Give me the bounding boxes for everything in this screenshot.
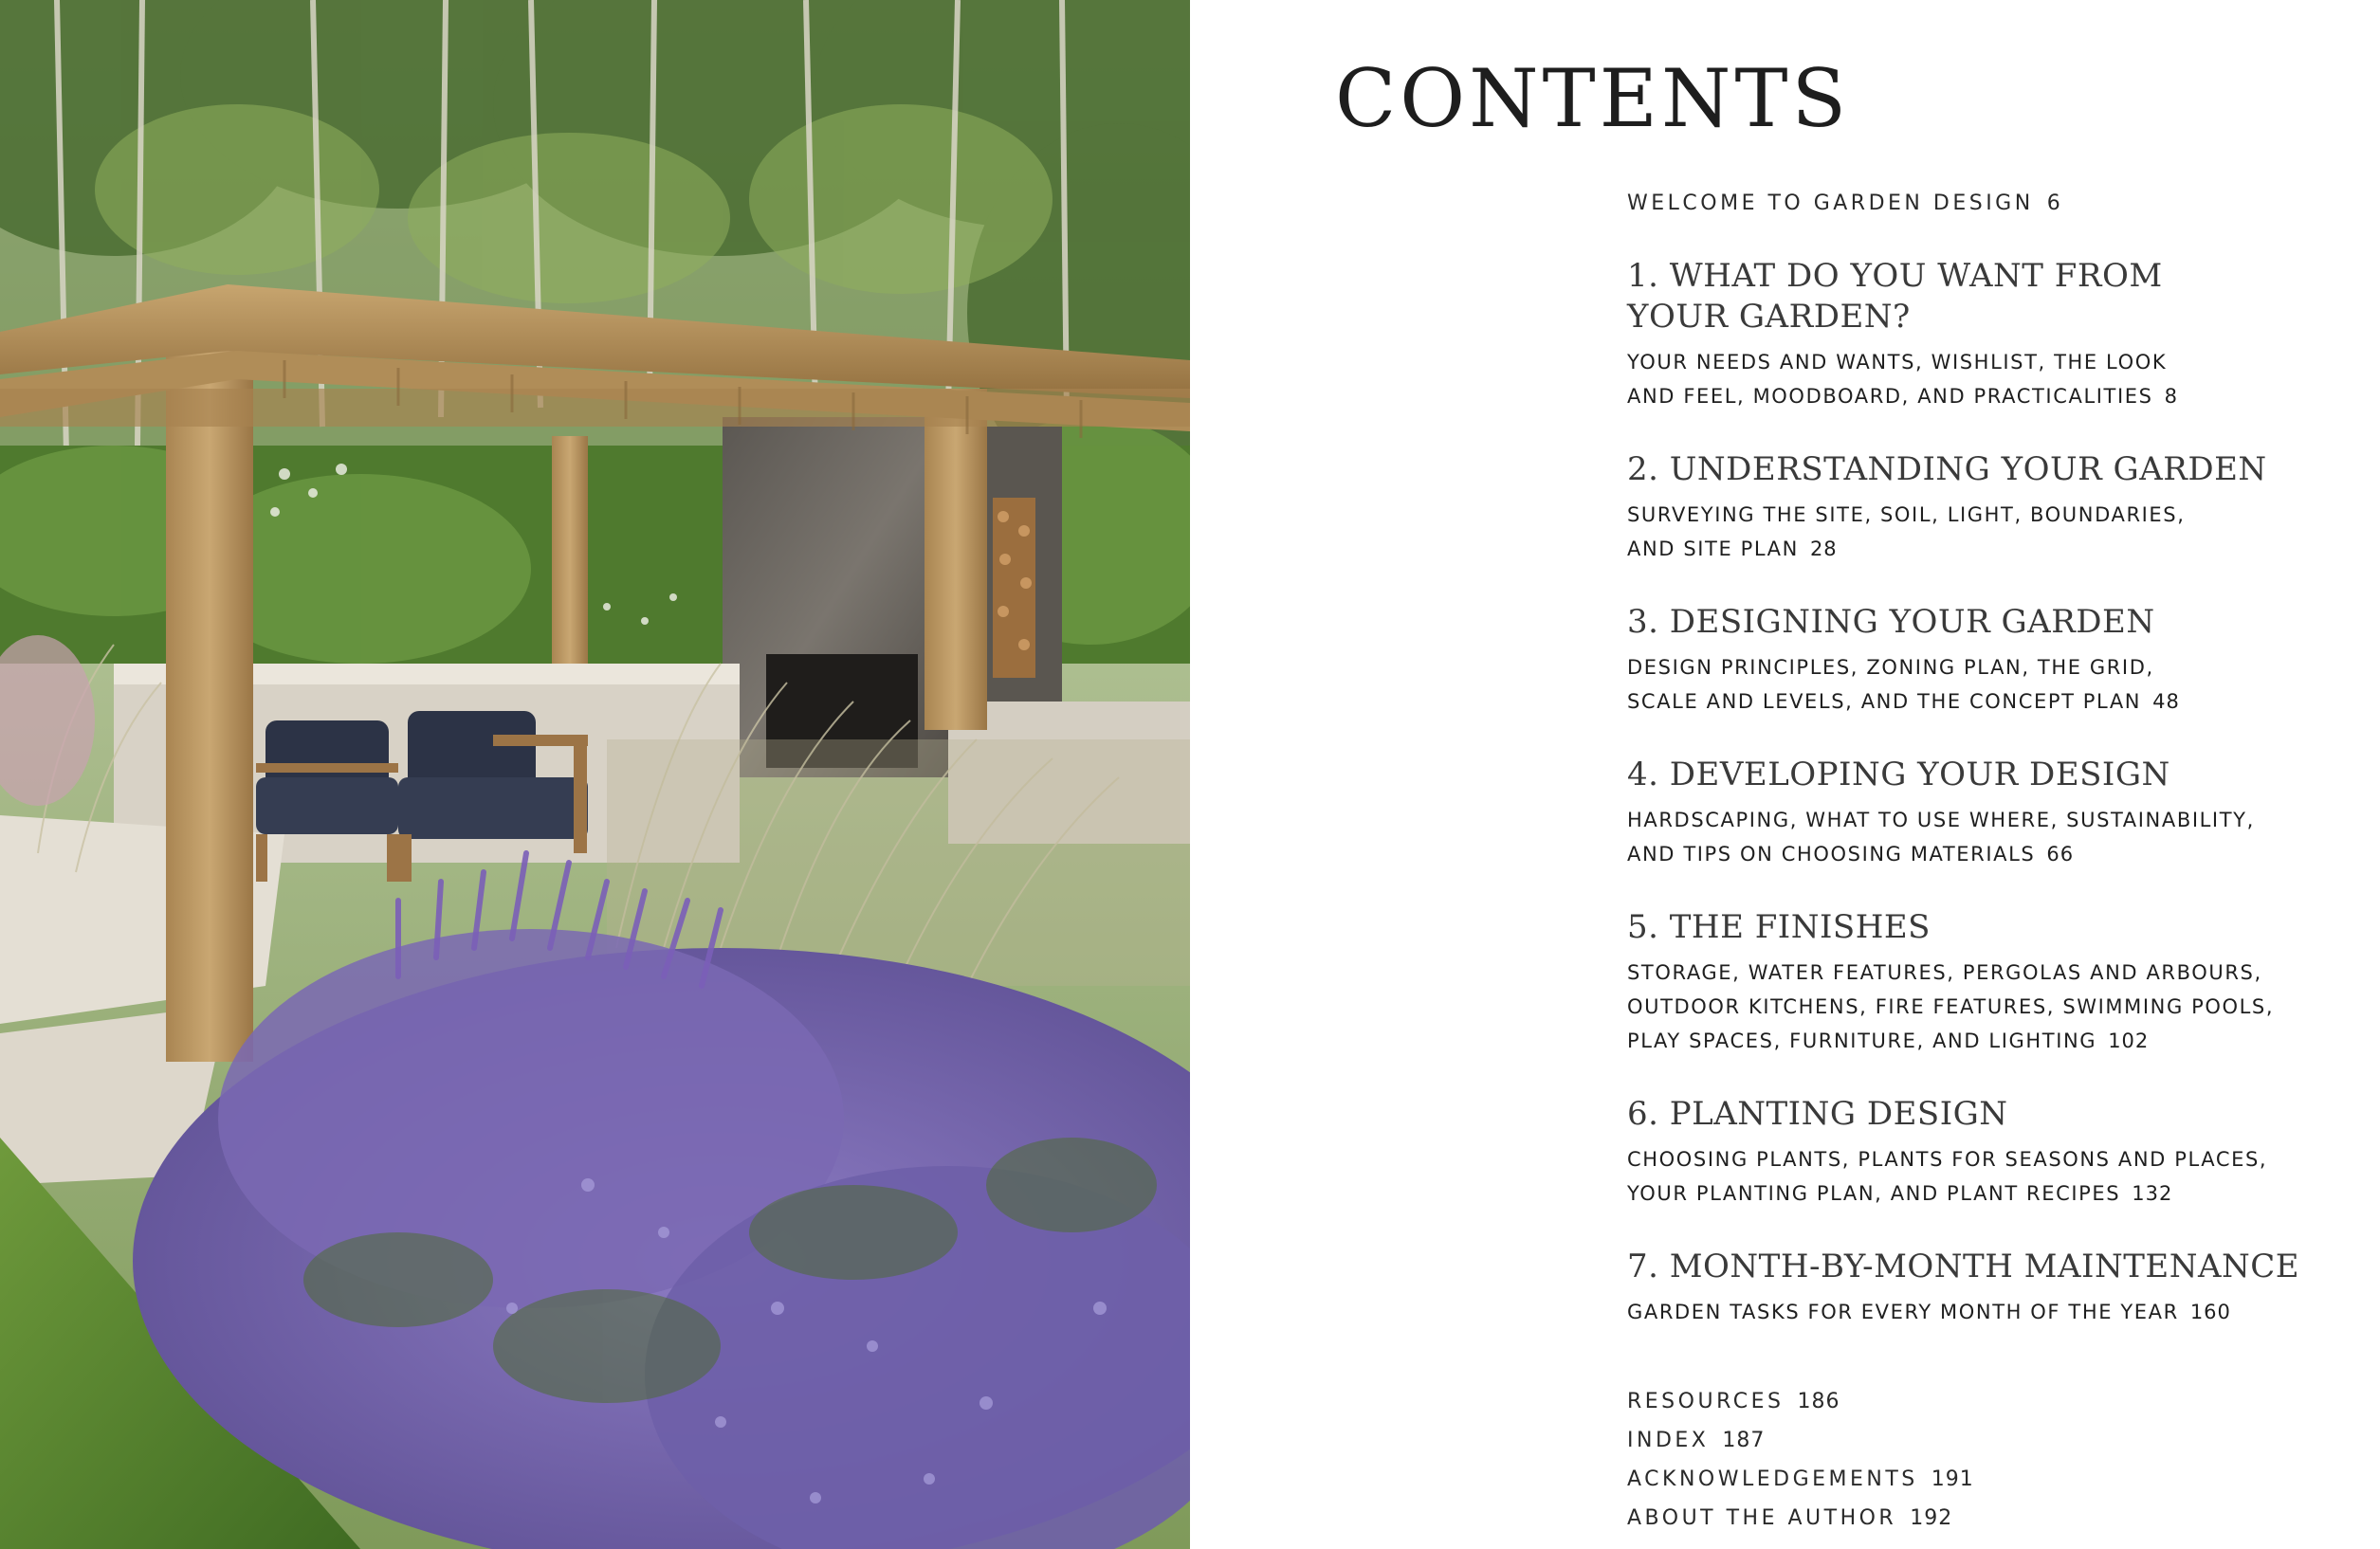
chapter-title	[1627, 1094, 2367, 1135]
chapter-title	[1627, 449, 2367, 490]
chapter-description-line: SURVEYING THE SITE, SOIL, LIGHT, BOUNDARIES,	[1627, 503, 2186, 526]
toc-entry-index	[1627, 1421, 2367, 1460]
chapter-description	[1627, 956, 2367, 1058]
chapter-description-line: STORAGE, WATER FEATURES, PERGOLAS AND ARBOURS,	[1627, 961, 2262, 984]
toc-entry-label: INDEX	[1627, 1429, 1710, 1452]
toc-chapter-6	[1627, 1094, 2367, 1211]
toc-entry-label: RESOURCES	[1627, 1390, 1785, 1413]
chapter-title	[1627, 256, 2367, 337]
contents-page	[1190, 0, 2380, 1549]
chapter-description	[1627, 1295, 2367, 1329]
toc-entry-acknowledgements	[1627, 1460, 2367, 1499]
chapter-title-line: 7. MONTH-BY-MONTH MAINTENANCE	[1627, 1248, 2300, 1285]
toc-page-number: 48	[2152, 690, 2180, 713]
chapter-title	[1627, 755, 2367, 795]
toc-page-number: 186	[1797, 1390, 1840, 1413]
chapter-title-line: 4. DEVELOPING YOUR DESIGN	[1627, 756, 2170, 793]
chapter-title-line: YOUR GARDEN?	[1627, 298, 1911, 336]
toc-entry-resources	[1627, 1382, 2367, 1421]
toc-entry-label: ACKNOWLEDGEMENTS	[1627, 1467, 1918, 1491]
chapter-title	[1627, 1247, 2367, 1287]
chapter-description-line: YOUR PLANTING PLAN, AND PLANT RECIPES	[1627, 1182, 2121, 1205]
table-of-contents	[1627, 190, 2367, 1538]
chapter-description	[1627, 498, 2367, 566]
toc-page-number: 191	[1931, 1467, 1974, 1491]
chapter-description-line: DESIGN PRINCIPLES, ZONING PLAN, THE GRID,	[1627, 656, 2154, 679]
toc-page-number: 102	[2108, 1030, 2150, 1052]
toc-entry-label: WELCOME TO GARDEN DESIGN	[1627, 191, 2034, 215]
chapter-description-line: AND TIPS ON CHOOSING MATERIALS	[1627, 843, 2036, 866]
toc-chapter-2	[1627, 449, 2367, 566]
chapter-description-line: SCALE AND LEVELS, AND THE CONCEPT PLAN	[1627, 690, 2142, 713]
chapter-description-line: HARDSCAPING, WHAT TO USE WHERE, SUSTAINABILITY,	[1627, 809, 2255, 831]
chapter-description	[1627, 345, 2367, 413]
chapter-title-line: 6. PLANTING DESIGN	[1627, 1095, 2008, 1133]
toc-chapter-5	[1627, 907, 2367, 1058]
toc-page-number: 187	[1722, 1429, 1766, 1452]
toc-entry-welcome	[1627, 190, 2367, 218]
page-title: CONTENTS	[1335, 52, 1851, 145]
toc-page-number: 28	[1809, 538, 1838, 560]
toc-chapter-7	[1627, 1247, 2367, 1329]
chapter-title	[1627, 602, 2367, 643]
chapter-title-line: 2. UNDERSTANDING YOUR GARDEN	[1627, 450, 2267, 488]
chapter-description-line: CHOOSING PLANTS, PLANTS FOR SEASONS AND PLACES,	[1627, 1148, 2268, 1171]
toc-entry-about-the-author	[1627, 1499, 2367, 1538]
chapter-title-line: 3. DESIGNING YOUR GARDEN	[1627, 603, 2155, 641]
toc-page-number: 6	[2046, 191, 2061, 215]
toc-page-number: 8	[2164, 385, 2178, 408]
chapter-description-line: YOUR NEEDS AND WANTS, WISHLIST, THE LOOK	[1627, 351, 2168, 374]
toc-chapter-3	[1627, 602, 2367, 719]
chapter-description	[1627, 650, 2367, 719]
chapter-title	[1627, 907, 2367, 948]
toc-page-number: 66	[2046, 843, 2075, 866]
chapter-description	[1627, 1142, 2367, 1211]
chapter-title-line: 1. WHAT DO YOU WANT FROM	[1627, 257, 2163, 295]
chapter-description-line: GARDEN TASKS FOR EVERY MONTH OF THE YEAR	[1627, 1301, 2179, 1323]
toc-entry-label: ABOUT THE AUTHOR	[1627, 1506, 1897, 1530]
toc-chapter-4	[1627, 755, 2367, 871]
toc-back-matter	[1627, 1382, 2367, 1538]
toc-page-number: 132	[2132, 1182, 2173, 1205]
toc-page-number: 160	[2189, 1301, 2231, 1323]
chapter-description-line: AND FEEL, MOODBOARD, AND PRACTICALITIES	[1627, 385, 2153, 408]
toc-page-number: 192	[1910, 1506, 1953, 1530]
chapter-description	[1627, 803, 2367, 871]
chapter-title-line: 5. THE FINISHES	[1627, 908, 1931, 946]
toc-chapter-1	[1627, 256, 2367, 413]
chapter-description-line: AND SITE PLAN	[1627, 538, 1799, 560]
chapter-description-line: OUTDOOR KITCHENS, FIRE FEATURES, SWIMMING POOLS,	[1627, 995, 2275, 1018]
chapter-description-line: PLAY SPACES, FURNITURE, AND LIGHTING	[1627, 1030, 2097, 1052]
